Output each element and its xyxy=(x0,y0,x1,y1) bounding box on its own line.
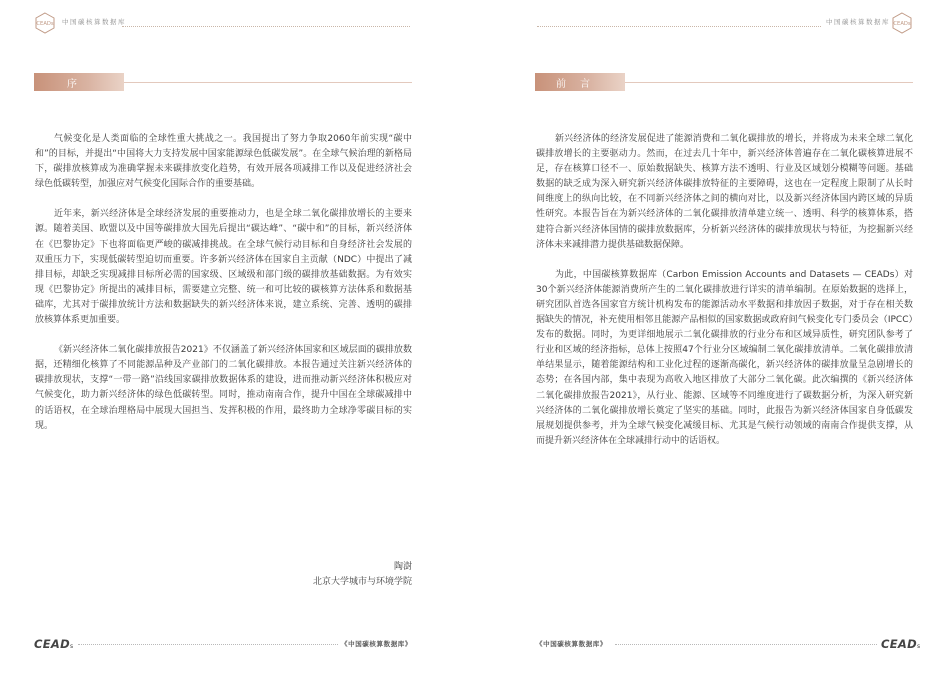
section-banner-foreword: 前言 xyxy=(535,73,625,91)
hex-logo-text: CEADs xyxy=(893,21,911,28)
header-title: 中国碳核算数据库 xyxy=(826,18,890,26)
header-divider xyxy=(122,26,410,27)
footer-ceads-logo: CEADs xyxy=(881,637,921,651)
footer-publication-title: 《中国碳核算数据库》 xyxy=(341,640,412,648)
signature-affiliation: 北京大学城市与环境学院 xyxy=(312,577,412,587)
foreword-paragraph-1: 新兴经济体的经济发展促进了能源消费和二氧化碳排放的增长，并将成为未来全球二氧化碳排放增长的主要驱动力。然而，在过去几十年中，新兴经济体普遍存在二氧化碳核算进展不足，存在核算口径不一、原始数据缺失、核算方法不透明、行业及区域划分模糊等问题。基础数据的缺乏成为深入研究新兴经济体碳排放特征的主要障碍，这也在一定程度上限制了从长时间维度上的纵向比较，在不同新兴经济体之间的横向对比，以及新兴经济体国内跨区域的异质性研究。本报告旨在为新兴经济体的二氧化碳排放清单建立统一、透明、科学的核算体系，搭建符合新兴经济体国情的碳排放数据库，分析新兴经济体的碳排放现状与特征，为挖掘新兴经济体未来减排潜力提供基础数据保障。 xyxy=(536,134,913,250)
foreword-body xyxy=(536,132,913,464)
header-title: 中国碳核算数据库 xyxy=(62,18,126,26)
signature-name: 陶澍 xyxy=(393,562,412,572)
footer-publication-title: 《中国碳核算数据库》 xyxy=(536,640,607,648)
ceads-hexagon-logo-icon xyxy=(34,12,56,34)
footer-ceads-logo: CEADs xyxy=(34,637,74,651)
header-divider xyxy=(537,26,821,27)
ceads-hexagon-logo-icon xyxy=(891,12,913,34)
foreword-paragraph-2: 为此，中国碳核算数据库（Carbon Emission Accounts and Datasets — CEADs）对30个新兴经济体能源消费所产生的二氧化碳排放进行详实的清单编制。在原始数据的选择上，研究团队首选各国家官方统计机构发布的能源活动水平数据和排放因子数据，对于存在相关数据缺失的情况，补充使用相邻且能源产品相似的国家数据或政府间气候变化专门委员会（IPCC）发布的数据。同时，为更详细地展示二氧化碳排放的行业分布和区域异质性，研究团队参考了行业和区域的经济指标，总体上按照47个行业分区域编制二氧化碳排放清单。二氧化碳排放清单结果显示，随着能源结构和工业化过程的逐渐高碳化，新兴经济体的碳排放量呈急剧增长的态势；在各国内部，集中表现为高收入地区排放了大部分二氧化碳。此次编撰的《新兴经济体二氧化碳排放报告2021》，从行业、能源、区域等不同维度进行了碳数据分析，为深入研究新兴经济体的二氧化碳排放增长奠定了坚实的基础。同时，此报告为新兴经济体国家自身低碳发展规划提供参考，并为全球气候变化减缓目标、尤其是气候行动领域的南南合作提供支撑，从而提升新兴经济体在全球减排行动中的话语权。 xyxy=(536,269,913,446)
footer-divider xyxy=(615,644,877,645)
preface-body xyxy=(35,132,412,449)
signature xyxy=(313,560,412,590)
footer-divider xyxy=(78,644,338,645)
section-banner-preface: 序 xyxy=(34,73,124,91)
preface-paragraph-1: 气候变化是人类面临的全球性重大挑战之一。我国提出了努力争取2060年前实现“碳中和”的目标，并提出“中国将大力支持发展中国家能源绿色低碳发展”。在全球气候治理的新格局下，碳排放核算成为准确掌握未来碳排放变化趋势，有效开展各项减排工作以及促进经济社会绿色低碳转型，加强应对气候变化国际合作的重要基础。 xyxy=(35,134,412,190)
preface-paragraph-2: 近年来，新兴经济体是全球经济发展的重要推动力，也是全球二氧化碳排放增长的主要来源。随着美国、欧盟以及中国等碳排放大国先后提出“碳达峰”、“碳中和”的目标，新兴经济体在《巴黎协定》下也将面临更严峻的碳减排挑战。在全球气候行动目标和自身经济社会发展的双重压力下，实现低碳转型迫切而重要。许多新兴经济体在国家自主贡献（NDC）中提出了减排目标，却缺乏实现减排目标所必需的国家级、区域级和部门级的碳排放基础数据。为有效实现《巴黎协定》所提出的减排目标，需要建立完整、统一和可比较的碳核算方法体系和数据基础库，尤其对于碳排放统计方法和数据缺失的新兴经济体来说，建立系统、完善、透明的碳排放核算体系更加重要。 xyxy=(35,209,412,326)
right-page xyxy=(475,0,950,676)
hex-logo-text: CEADs xyxy=(36,21,54,28)
preface-paragraph-3: 《新兴经济体二氧化碳排放报告2021》不仅涵盖了新兴经济体国家和区域层面的碳排放数据，还精细化核算了不同能源品种及产业部门的二氧化碳排放。本报告通过关注新兴经济体的碳排放现状，支撑“一带一路”沿线国家碳排放数据体系的建设，进而推动新兴经济体积极应对气候变化，助力新兴经济体的绿色低碳转型。同时，推动南南合作，提升中国在全球碳减排中的话语权，在全球治理格局中展现大国担当、发挥积极的作用，最终助力全球净零碳目标的实现。 xyxy=(35,345,412,431)
